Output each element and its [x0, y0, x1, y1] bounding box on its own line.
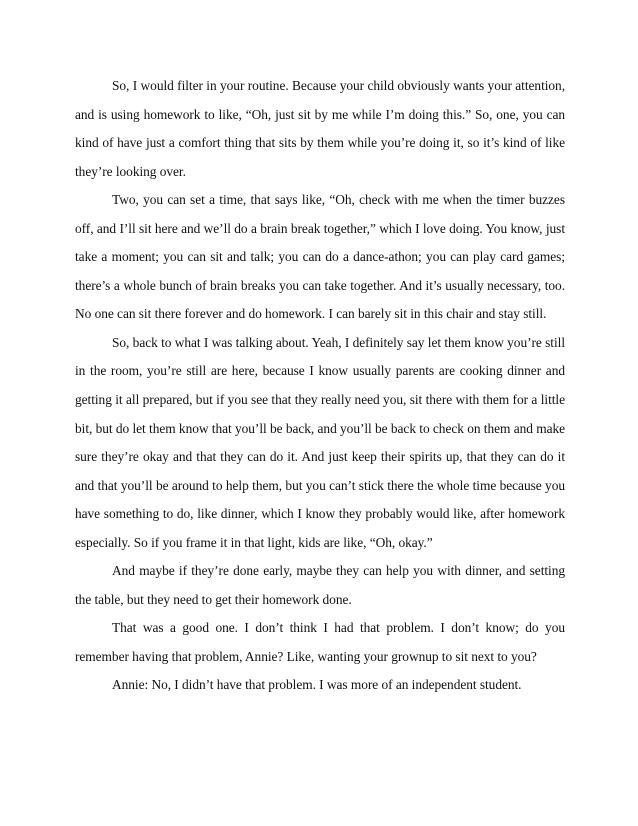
paragraph-stay-in-room: So, back to what I was talking about. Yeah, I definitely say let them know you’re still in the room, you’re still are here, because I know usually parents are cooking dinner and getting it all prepared, but if you see that they really need you, sit there with them for a little bit, but do let them know that you’ll be back, and you’ll be back to check on them and make sure they’re okay and that they can do it. And just keep their spirits up, that they can do it and that you’ll be around to help them, but you can’t stick there the whole time because you have something to do, like dinner, which I know they probably would like, after homework especially. So if you frame it in that light, kids are like, “Oh, okay.” — [75, 334, 565, 550]
paragraph-help-with-dinner: And maybe if they’re done early, maybe they can help you with dinner, and setting the table, but they need to get their homework done. — [75, 563, 565, 607]
transcript-body — [75, 72, 565, 700]
paragraph-annie-reply: Annie: No, I didn’t have that problem. I was more of an independent student. — [112, 677, 522, 693]
paragraph-routine: So, I would filter in your routine. Because your child obviously wants your attention, and is using homework to like, “Oh, just sit by me while I’m doing this.” So, one, you can kind of have just a comfort thing that sits by them while you’re doing it, so it’s kind of like they’re looking over. — [75, 78, 565, 179]
paragraph-question-to-annie: That was a good one. I don’t think I had that problem. I don’t know; do you remember having that problem, Annie? Like, wanting your grownup to sit next to you? — [75, 620, 565, 664]
paragraph-timer-brain-break: Two, you can set a time, that says like, “Oh, check with me when the timer buzzes off, and I’ll sit here and we’ll do a brain break together,” which I love doing. You know, just take a moment; you can sit and talk; you can do a dance-athon; you can play card games; there’s a whole bunch of brain breaks you can take together. And it’s usually necessary, too. No one can sit there forever and do homework. I can barely sit in this chair and stay still. — [75, 192, 565, 322]
